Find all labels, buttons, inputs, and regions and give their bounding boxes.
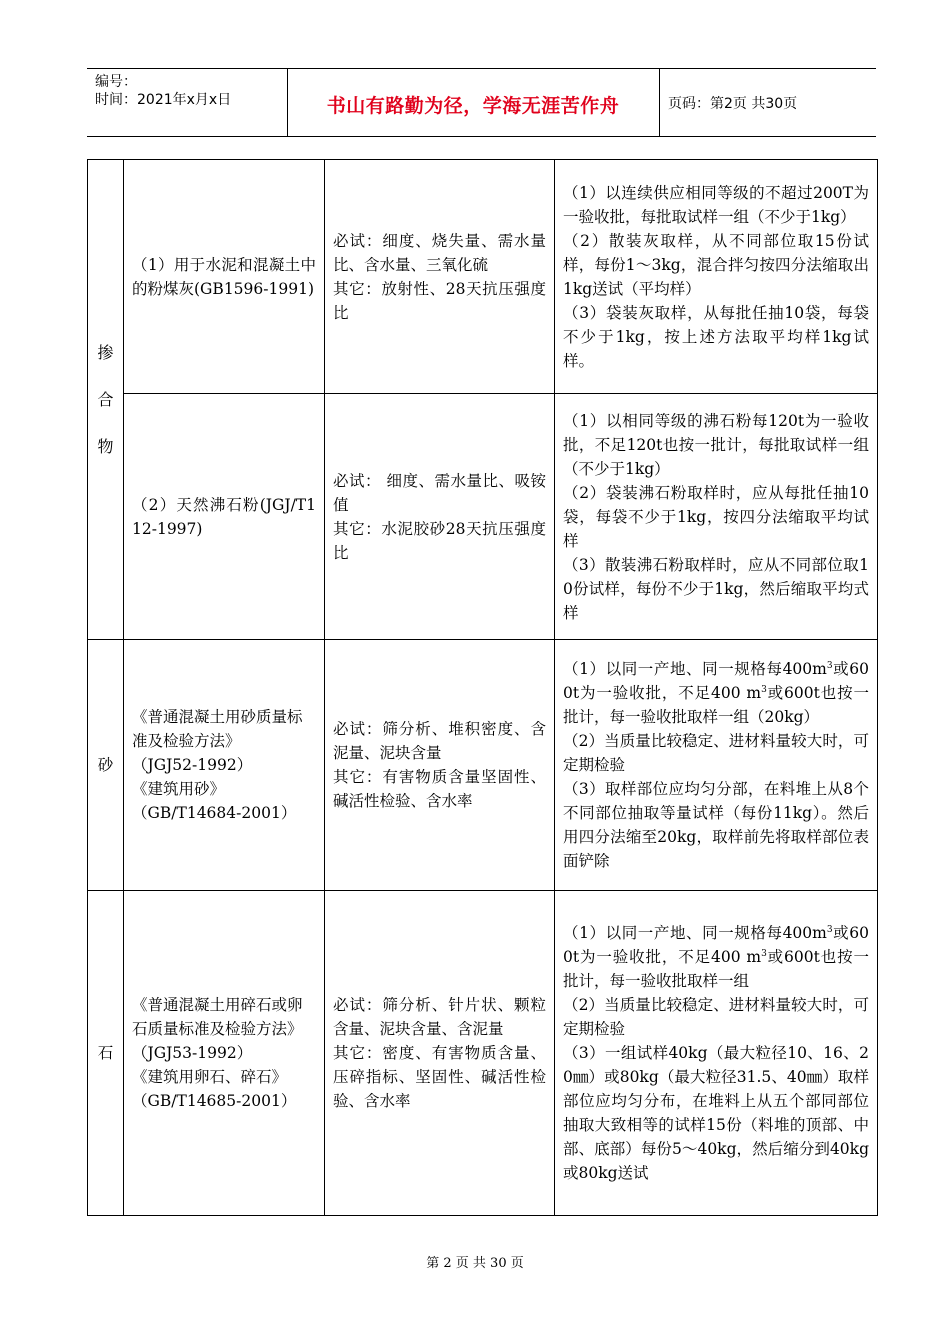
superscript: 3 — [761, 684, 767, 695]
sampling-item: （3）袋装灰取样，从每批任抽10袋，每袋不少于1kg，按上述方法取平均样1kg试样。 — [563, 303, 869, 370]
other-tests: 其它：密度、有害物质含量、压碎指标、坚固性、碱活性检验、含水率 — [333, 1044, 546, 1110]
sampling-cell — [555, 640, 878, 891]
sampling-item: （1）以同一产地、同一规格每$400m^3$或600t为一验收批，不足400 $m^3$或600t也按一批计，每一验收批取样一组（20kg） — [563, 660, 869, 726]
sampling-item: （3）一组试样40kg（最大粒径10、16、20㎜）或80kg（最大粒径31.5、40㎜）取样部位应均匀分布，在堆料上从五个部同部位抽取大致相等的试样15份（料堆的顶部、中部、底部）每份5～40kg，然后缩分到40kg或80kg送试 — [563, 1044, 869, 1182]
material-sampling-table — [87, 159, 878, 1216]
table-row — [88, 394, 878, 640]
standard-text: 《普通混凝土用砂质量标准及检验方法》 — [132, 708, 303, 750]
standard-code: （JGJ53-1992） — [132, 1044, 253, 1062]
sampling-item: （3）散装沸石粉取样时，应从不同部位取10份试样，每份不少于1kg，然后缩取平均式样 — [563, 555, 869, 622]
test-items-cell — [325, 640, 555, 891]
category-char: 石 — [97, 1044, 114, 1062]
test-items-cell — [325, 891, 555, 1216]
standard-code: （GB/T14685-2001） — [132, 1092, 297, 1110]
superscript: 3 — [826, 924, 833, 935]
category-char: 砂 — [97, 756, 114, 774]
required-tests: 必试： 细度、需水量比、吸铵值 — [333, 471, 546, 514]
standard-cell — [124, 394, 325, 640]
standard-text: 《普通混凝土用碎石或卵石质量标准及检验方法》 — [132, 996, 303, 1038]
doc-time-label: 时间：2021年x月x日 — [95, 92, 232, 108]
sampling-item: （2）当质量比较稳定、进材料量较大时，可定期检验 — [563, 996, 869, 1038]
standard-cell — [124, 640, 325, 891]
standard-code: （GB/T14684-2001） — [132, 804, 297, 822]
test-items-cell — [325, 394, 555, 640]
sampling-item: （2）散装灰取样，从不同部位取15份试样，每份1～3kg，混合拌匀按四分法缩取出1kg送试（平均样） — [563, 231, 869, 298]
sampling-item: （1）以连续供应相同等级的不超过200T为一验收批，每批取试样一组（不少于1kg） — [563, 183, 869, 226]
table-row — [88, 891, 878, 1216]
doc-code-label: 编号： — [95, 74, 137, 90]
category-cell-admixture — [88, 160, 124, 640]
other-tests: 其它：放射性、28天抗压强度比 — [333, 279, 546, 322]
sampling-item: （3）取样部位应均匀分部，在料堆上从8个不同部位抽取等量试样（每份11kg）。然后用四分法缩至20kg，取样前先将取样部位表面铲除 — [563, 780, 869, 870]
category-cell-sand — [88, 640, 124, 891]
header-meta — [95, 73, 231, 109]
sampling-cell — [555, 394, 878, 640]
standard-text: 《建筑用砂》 — [132, 780, 226, 798]
sampling-item: （1）以同一产地、同一规格每$400m^3$或600t为一验收批，不足400 $m^3$或600t也按一批计，每一验收批取样一组 — [563, 924, 869, 990]
category-char: 合 — [97, 390, 114, 409]
header-page-number: 页码：第2页 共30页 — [668, 96, 798, 112]
category-char: 物 — [97, 437, 114, 456]
standard-cell — [124, 160, 325, 394]
superscript: 3 — [826, 660, 833, 671]
header-motto: 书山有路勤为径，学海无涯苦作舟 — [326, 95, 620, 117]
standard-text: （2）天然沸石粉(JGJ/T112-1997) — [132, 495, 316, 538]
sampling-item: （2）袋装沸石粉取样时，应从每批任抽10袋，每袋不少于1kg，按四分法缩取平均试样 — [563, 483, 869, 550]
standard-code: （JGJ52-1992） — [132, 756, 253, 774]
standard-text: 《建筑用卵石、碎石》 — [132, 1068, 288, 1086]
sampling-item: （1）以相同等级的沸石粉每120t为一验收批，不足120t也按一批计，每批取试样一组（不少于1kg） — [563, 411, 869, 478]
test-items-cell — [325, 160, 555, 394]
required-tests: 必试：筛分析、堆积密度、含泥量、泥块含量 — [333, 720, 546, 762]
standard-text: （1）用于水泥和混凝土中的粉煤灰(GB1596-1991) — [132, 255, 316, 298]
sampling-item: （2）当质量比较稳定、进材料量较大时，可定期检验 — [563, 732, 869, 774]
table-row — [88, 640, 878, 891]
table-row — [88, 160, 878, 394]
category-char: 掺 — [97, 343, 114, 362]
other-tests: 其它：有害物质含量坚固性、碱活性检验、含水率 — [333, 768, 546, 810]
category-cell-stone — [88, 891, 124, 1216]
superscript: 3 — [761, 948, 767, 959]
page-footer: 第 2 页 共 30 页 — [426, 1256, 524, 1271]
standard-cell — [124, 891, 325, 1216]
other-tests: 其它：水泥胶砂28天抗压强度比 — [333, 519, 546, 562]
required-tests: 必试：筛分析、针片状、颗粒含量、泥块含量、含泥量 — [333, 996, 546, 1038]
sampling-cell — [555, 891, 878, 1216]
header-divider — [659, 69, 660, 136]
page-header — [87, 68, 876, 137]
required-tests: 必试：细度、烧失量、需水量比、含水量、三氧化硫 — [333, 231, 546, 274]
sampling-cell — [555, 160, 878, 394]
